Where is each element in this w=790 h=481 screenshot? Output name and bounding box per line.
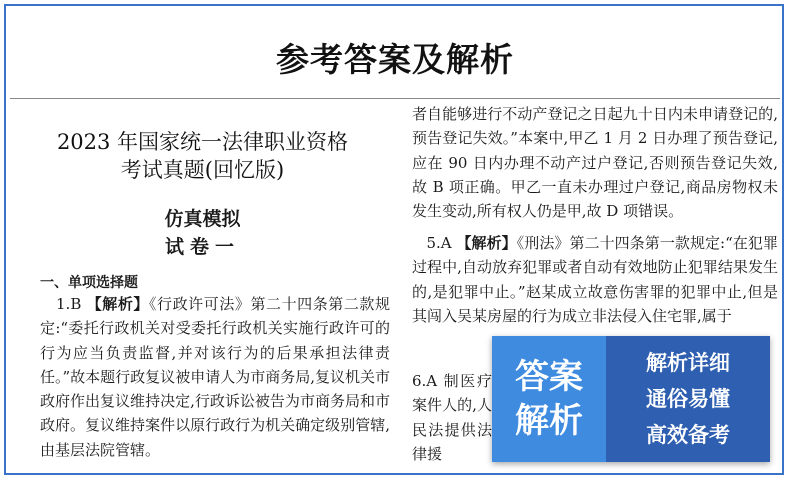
banner-badge-line2: 解析 (515, 401, 583, 441)
q5-text: 《刑法》第二十四条第一款规定:“在犯罪过程中,自动放弃犯罪或者自动有效地防止犯罪结果发生的,是犯罪中止。”赵某成立故意伤害罪的犯罪中止,但是其闯入吴某房屋的行为成立非法侵入住宅罪,属于 (412, 234, 778, 325)
banner-feature-3: 高效备考 (646, 423, 730, 447)
answer-q4-continued: 者自能够进行不动产登记之日起九十日内未申请登记的,预告登记失效。”本案中,甲乙 1 月 2 日办理了预告登记,应在 90 日内办理不动产过户登记,否则预告登记失效,故 B 项正确。甲乙一直未办理过户登记,商品房物权未发生变动,所有权人仍是甲,故 D 项错误。 (412, 105, 778, 221)
q1-analysis-tag: 【解析】 (86, 295, 149, 313)
page-title: 参考答案及解析 (276, 40, 514, 79)
exam-title (15, 128, 390, 184)
q1-number: 1.B (56, 295, 82, 313)
banner-features (606, 336, 770, 462)
q1-text: 《行政许可法》第二十四条第二款规定:“委托行政机关对受委托行政机关实施行政许可的行为应当负责监督,并对该行为的后果承担法律责任。”故本题行政复议被申请人为市商务局,复议机关市政府作出复议维持决定,行政诉讼被告为市商务局和市政府。复议维持案件以原行政行为机关确定级别管辖,由基层法院管辖。 (40, 295, 390, 459)
answer-q6-partial: 6.A 制医疗案件人的,人民法提供法律援 (412, 372, 492, 463)
answer-q1 (40, 292, 390, 462)
exam-title-line2: 考试真题(回忆版) (120, 158, 285, 182)
answer-q5 (412, 231, 778, 328)
exam-title-line1: 2023 年国家统一法律职业资格 (56, 130, 349, 154)
exam-subtitle: 仿真模拟 (164, 208, 241, 230)
banner-feature-2: 通俗易懂 (646, 387, 730, 411)
section-heading: 一、单项选择题 (40, 275, 138, 291)
q5-analysis-tag: 【解析】 (456, 234, 517, 252)
banner-badge-line1: 答案 (515, 357, 583, 397)
banner-badge (492, 336, 606, 462)
title-divider (10, 98, 780, 99)
q5-number: 5.A (426, 234, 452, 252)
paper-label: 试卷一 (164, 236, 240, 258)
banner-feature-1: 解析详细 (646, 351, 730, 375)
promo-banner (492, 336, 770, 462)
